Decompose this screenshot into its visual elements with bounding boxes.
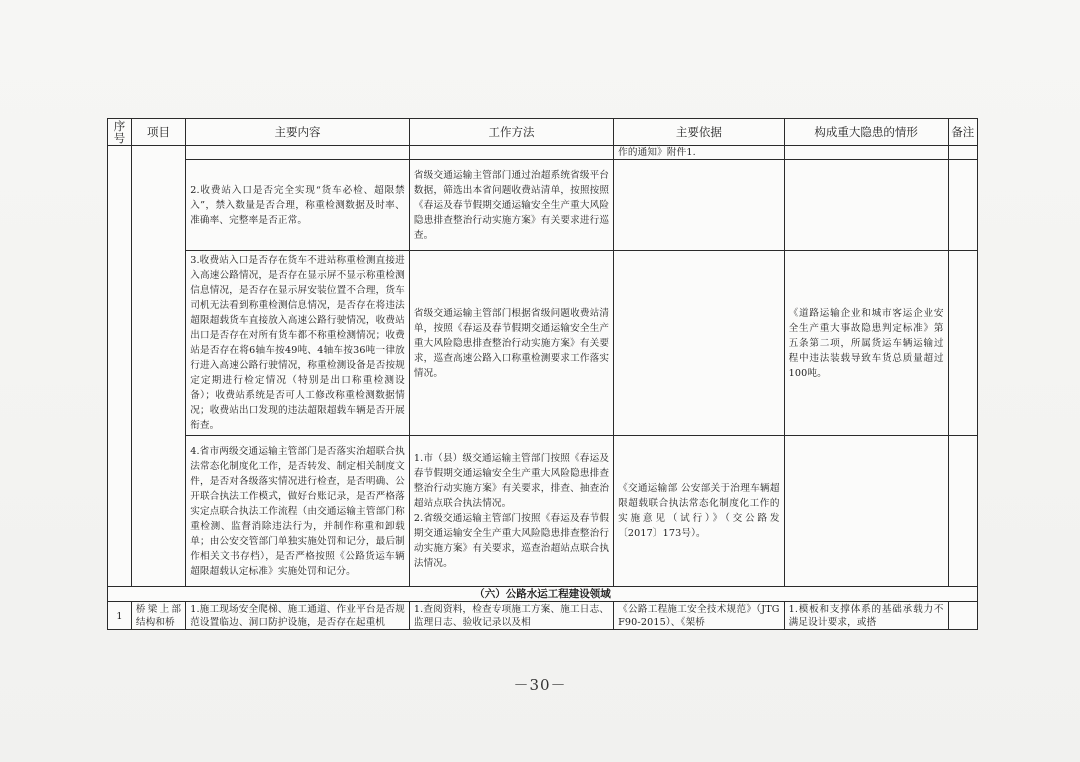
content-cell: [186, 146, 410, 160]
method-cell: 1.市（县）级交通运输主管部门按照《春运及春节假期交通运输安全生产重大风险隐患排查整治行动实施方案》有关要求，排查、抽查治超站点联合执法情况。 2.省级交通运输主管部门按照《春运及春节假期交通运输安全生产重大风险隐患排查整治行动实施方案》有关要求，巡查治超站点联合执法情况。: [409, 436, 613, 587]
seq-cell: 1: [108, 602, 132, 630]
page-number: －30－: [513, 676, 567, 694]
method-cell: 省级交通运输主管部门根据省级问题收费站清单，按照《春运及春节假期交通运输安全生产重大风险隐患排查整治行动实施方案》有关要求，巡查高速公路入口称重检测要求工作落实情况。: [409, 251, 613, 436]
note-cell: [948, 146, 977, 160]
risk-cell: [784, 146, 948, 160]
risk-cell: 1.模板和支撑体系的基础承载力不满足设计要求，或搭: [784, 602, 948, 630]
header-method: 工作方法: [409, 119, 613, 146]
header-seq: 序 号: [108, 119, 132, 146]
risk-cell: 《道路运输企业和城市客运企业安全生产重大事故隐患判定标准》第五条第二项，所属货运车辆运输过程中违法装载导致车货总质量超过100吨。: [784, 251, 948, 436]
note-cell: [948, 251, 977, 436]
risk-cell: [784, 160, 948, 251]
content-cell: 1.施工现场安全爬梯、施工通道、作业平台是否规范设置临边、洞口防护设施，是否存在起重机: [186, 602, 410, 630]
header-basis: 主要依据: [614, 119, 785, 146]
basis-cell: [614, 160, 785, 251]
section-row: [108, 587, 978, 602]
header-item: 项目: [131, 119, 185, 146]
seq-cell: [108, 146, 132, 587]
content-cell: 2.收费站入口是否完全实现“货车必检、超限禁入”，禁入数量是否合理，称重检测数据及时率、准确率、完整率是否正常。: [186, 160, 410, 251]
content-cell: 3.收费站入口是否存在货车不进站称重检测直接进入高速公路情况，是否存在显示屏不显示称重检测信息情况，是否存在显示屏安装位置不合理，货车司机无法看到称重检测信息情况，是否存在将违法超限超载货车直接放入高速公路行驶情况，收费站出口是否存在对所有货车都不称重检测情况；收费站是否存在将6轴车按49吨、4轴车按36吨一律放行进入高速公路行驶情况，称重检测设备是否按规定定期进行检定情况（特别是出口称重检测设备）；收费站系统是否可人工修改称重检测数据情况；收费站出口发现的违法超限超载车辆是否开展衔查。: [186, 251, 410, 436]
header-content: 主要内容: [186, 119, 410, 146]
note-cell: [948, 602, 977, 630]
content-cell: 4.省市两级交通运输主管部门是否落实治超联合执法常态化制度化工作，是否转发、制定相关制度文件，是否对各级落实情况进行检查，是否明确、公开联合执法工作模式，做好台账记录，是否严格落实定点联合执法工作流程（由交通运输主管部门称重检测、监督消除违法行为，并制作称重和卸载单；由公安交管部门单独实施处罚和记分，最后制作相关文书存档），是否严格按照《公路货运车辆超限超载认定标准》实施处罚和记分。: [186, 436, 410, 587]
inspection-table: [107, 118, 978, 630]
basis-cell: 《交通运输部 公安部关于治理车辆超限超载联合执法常态化制度化工作的实施意见（试行）》（交公路发〔2017〕173号）。: [614, 436, 785, 587]
note-cell: [948, 160, 977, 251]
table-row: [108, 146, 978, 160]
section-title: （六）公路水运工程建设领域: [108, 587, 978, 602]
item-cell: [131, 146, 185, 587]
basis-cell: 作的通知》附件1.: [614, 146, 785, 160]
header-note: 备注: [948, 119, 977, 146]
table-row: [108, 602, 978, 630]
method-cell: 省级交通运输主管部门通过治超系统省级平台数据，筛选出本省问题收费站清单，按照按照《春运及春节假期交通运输安全生产重大风险隐患排查整治行动实施方案》有关要求进行巡查。: [409, 160, 613, 251]
method-cell: 1.查阅资料，检查专项施工方案、施工日志、监理日志、验收记录以及相: [409, 602, 613, 630]
table-row: [108, 160, 978, 251]
method-cell: [409, 146, 613, 160]
note-cell: [948, 436, 977, 587]
table-row: [108, 436, 978, 587]
item-cell: 桥梁上部结构和桥: [131, 602, 185, 630]
table-row: [108, 251, 978, 436]
basis-cell: [614, 251, 785, 436]
risk-cell: [784, 436, 948, 587]
header-risk: 构成重大隐患的情形: [784, 119, 948, 146]
basis-cell: 《公路工程施工安全技术规范》（JTG F90-2015）、《架桥: [614, 602, 785, 630]
table-header-row: [108, 119, 978, 146]
